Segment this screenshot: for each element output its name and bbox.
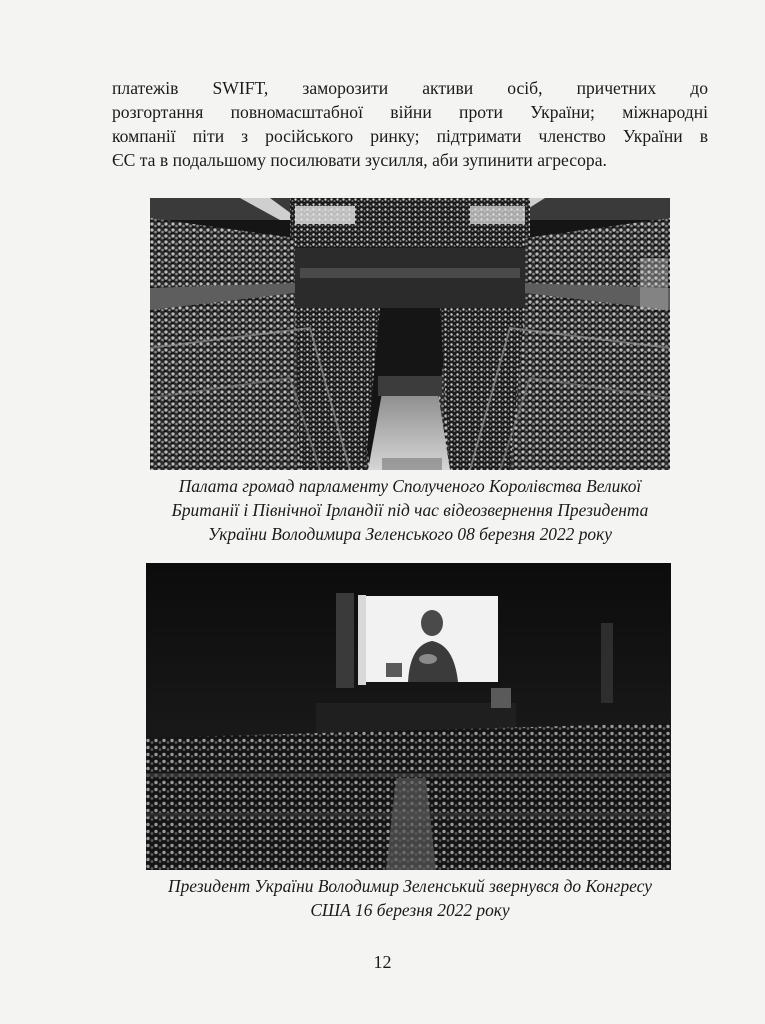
house-of-commons-photo <box>150 198 670 470</box>
caption-line: Президент України Володимир Зеленський звернувся до Конгресу <box>168 876 652 896</box>
body-paragraph <box>112 76 708 172</box>
caption-line: Палата громад парламенту Сполученого Королівства Великої <box>178 476 642 496</box>
page-number: 12 <box>373 952 392 972</box>
figure-caption-2 <box>110 874 710 922</box>
paragraph-line: платежів SWIFT, заморозити активи осіб, причетних до <box>112 78 708 98</box>
house-of-commons-image <box>150 198 670 470</box>
paragraph-line: компанії піти з російського ринку; підтримати членство України в <box>112 126 708 146</box>
paragraph-line: ЄС та в подальшому посилювати зусилля, аби зупинити агресора. <box>112 150 607 170</box>
caption-line: США 16 березня 2022 року <box>310 900 510 920</box>
congress-address-photo <box>146 563 671 870</box>
figure-caption-1 <box>110 474 710 546</box>
paragraph-line: розгортання повномасштабної війни проти України; міжнародні <box>112 102 708 122</box>
caption-line: України Володимира Зеленського 08 березня 2022 року <box>208 524 612 544</box>
caption-line: Британії і Північної Ірландії під час відеозвернення Президента <box>171 500 649 520</box>
congress-address-image <box>146 563 671 870</box>
